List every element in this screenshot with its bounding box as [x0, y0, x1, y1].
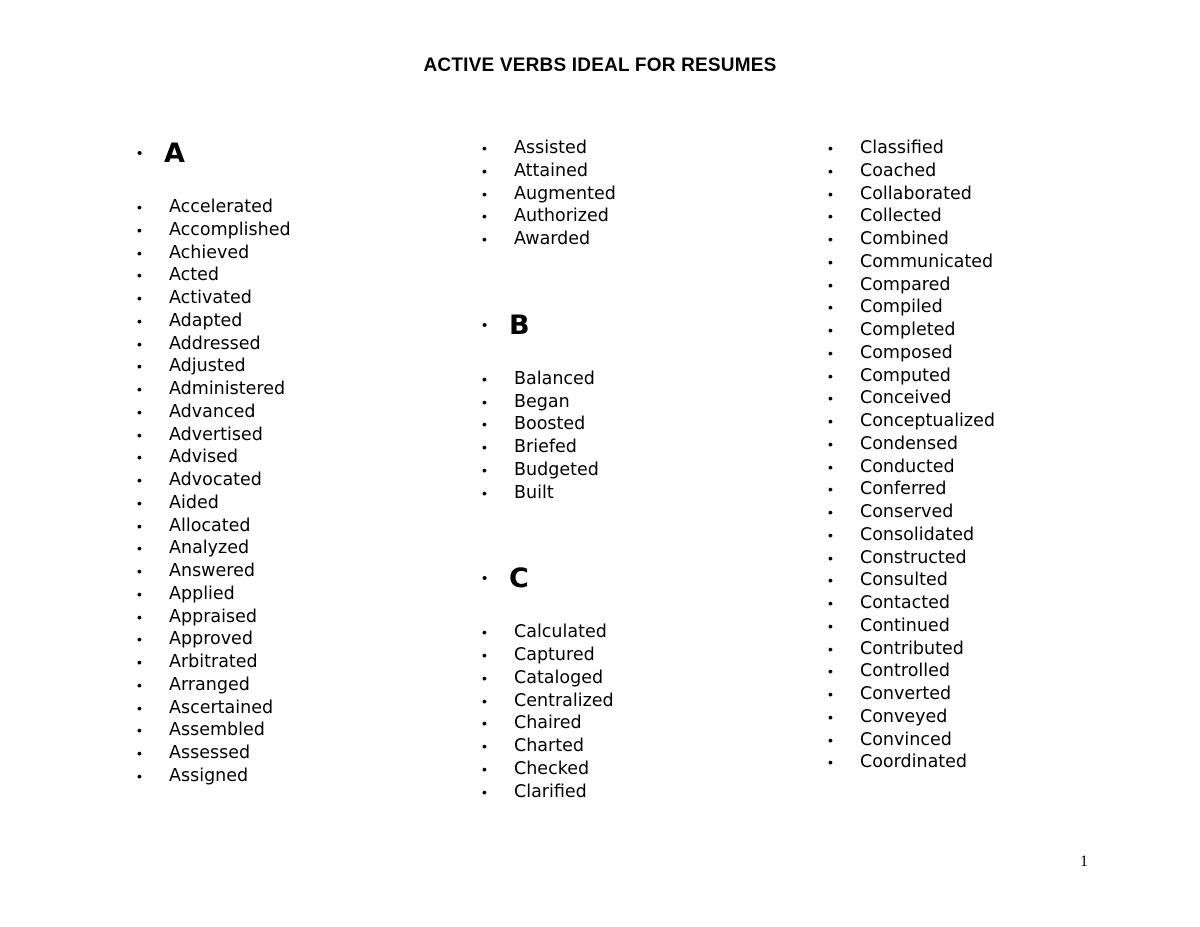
bullet: • [137, 312, 142, 329]
verb-text: Calculated [514, 622, 607, 643]
verb-text: Cataloged [514, 667, 604, 688]
bullet: • [137, 358, 142, 375]
bullet: • [482, 185, 487, 202]
bullet: • [137, 517, 142, 534]
bullet: • [482, 647, 487, 663]
verb-text: Checked [514, 758, 590, 779]
bullet: • [828, 253, 833, 270]
verb-text: Approved [169, 629, 253, 650]
bullet: • [828, 617, 833, 634]
bullet: • [137, 290, 142, 306]
bullet: • [828, 390, 833, 407]
bullet: • [137, 676, 142, 693]
verb-text: Condensed [860, 433, 958, 454]
verb-text: Composed [860, 342, 953, 363]
verb-text: Chaired [514, 713, 582, 734]
verb-text: Addressed [169, 333, 261, 354]
bullet: • [828, 663, 833, 680]
verb-text: Communicated [860, 251, 994, 272]
bullet: • [482, 760, 487, 777]
verb-text: Began [514, 391, 570, 412]
verb-text: Arbitrated [169, 652, 258, 672]
verb-text: Briefed [514, 437, 577, 457]
verb-text: Centralized [514, 690, 614, 711]
verb-text: Constructed [860, 547, 967, 568]
bullet: • [137, 221, 142, 238]
verb-text: Compared [860, 274, 951, 295]
section-letter: B [509, 309, 530, 341]
verb-text: Ascertained [169, 697, 274, 718]
verb-text: Advised [169, 447, 238, 468]
bullet: • [137, 426, 142, 443]
verb-text: Accelerated [169, 197, 273, 217]
bullet: • [137, 585, 142, 602]
verb-text: Consulted [860, 570, 948, 591]
verb-text: Advocated [169, 470, 262, 490]
verb-text: Conceived [860, 388, 952, 409]
bullet: • [828, 458, 833, 475]
bullet: • [482, 624, 487, 641]
bullet: • [137, 449, 142, 466]
page-title: ACTIVE VERBS IDEAL FOR RESUMES [423, 55, 777, 76]
verb-text: Consolidated [860, 524, 975, 545]
bullet: • [137, 608, 142, 625]
verb-text: Answered [169, 561, 255, 581]
bullet: • [828, 754, 833, 771]
bullet: • [482, 715, 487, 732]
bullet: • [828, 231, 833, 247]
verb-text: Awarded [514, 229, 591, 249]
bullet: • [828, 504, 833, 520]
verb-text: Conserved [860, 502, 954, 522]
section-letter: A [164, 138, 185, 169]
verb-text: Conceptualized [860, 411, 995, 431]
verb-text: Assembled [169, 720, 265, 741]
bullet: • [482, 416, 487, 433]
verb-text: Contributed [860, 638, 964, 659]
bullet: • [482, 738, 487, 754]
verb-text: Administered [169, 379, 286, 399]
page-number: 1 [1080, 853, 1088, 870]
verb-text: Classified [860, 138, 944, 158]
verb-text: Conferred [860, 479, 947, 500]
bullet: • [828, 640, 833, 657]
verb-text: Completed [860, 320, 956, 340]
verb-text: Accomplished [169, 219, 291, 240]
bullet: • [482, 162, 487, 179]
verb-text: Charted [514, 736, 584, 756]
verb-text: Aided [169, 492, 219, 513]
bullet: • [137, 767, 142, 784]
verb-text: Computed [860, 365, 951, 386]
verb-text: Balanced [514, 368, 595, 389]
bullet: • [482, 461, 487, 478]
verb-text: Activated [169, 288, 252, 308]
verb-text: Coached [860, 160, 937, 181]
bullet: • [482, 439, 487, 455]
verb-text: Coordinated [860, 752, 968, 773]
verb-text: Budgeted [514, 459, 599, 480]
verb-text: Achieved [169, 242, 250, 263]
bullet: • [137, 654, 142, 670]
bullet: • [828, 435, 833, 452]
verb-text: Adapted [169, 310, 243, 331]
verb-text: Conducted [860, 456, 955, 477]
verb-text: Allocated [169, 515, 251, 536]
bullet: • [137, 145, 143, 162]
bullet: • [482, 208, 487, 225]
bullet: • [137, 244, 142, 261]
verb-text: Clarified [514, 781, 587, 802]
verb-text: Advanced [169, 401, 256, 422]
verb-text: Continued [860, 615, 950, 636]
verb-text: Convinced [860, 729, 952, 750]
verb-text: Arranged [169, 674, 250, 695]
bullet: • [828, 708, 833, 725]
bullet: • [482, 231, 487, 247]
verb-text: Acted [169, 265, 220, 286]
bullet: • [137, 267, 142, 284]
verb-text: Assessed [169, 743, 251, 763]
bullet: • [828, 208, 833, 225]
bullet: • [137, 745, 142, 761]
bullet: • [482, 669, 487, 686]
bullet: • [828, 162, 833, 179]
verb-text: Boosted [514, 414, 586, 435]
bullet: • [828, 276, 833, 293]
verb-text: Controlled [860, 661, 950, 682]
verb-text: Appraised [169, 606, 257, 627]
bullet: • [828, 322, 833, 338]
bullet: • [828, 595, 833, 611]
verb-text: Captured [514, 645, 595, 665]
verb-text: Adjusted [169, 356, 246, 377]
verb-text: Applied [169, 583, 235, 604]
verb-text: Assigned [169, 765, 249, 786]
bullet: • [482, 570, 488, 588]
bullet: • [482, 393, 487, 410]
bullet: • [828, 549, 833, 566]
bullet: • [828, 481, 833, 498]
bullet: • [137, 335, 142, 352]
bullet: • [828, 572, 833, 589]
bullet: • [482, 316, 488, 334]
bullet: • [482, 370, 487, 387]
verb-text: Advertised [169, 424, 263, 445]
verb-text: Authorized [514, 206, 609, 227]
bullet: • [482, 484, 487, 501]
verb-text: Analyzed [169, 538, 250, 559]
verb-text: Assisted [514, 138, 587, 158]
verb-text: Collected [860, 206, 942, 227]
verb-text: Collaborated [860, 183, 972, 204]
verb-text: Converted [860, 684, 952, 704]
bullet: • [828, 185, 833, 202]
bullet: • [137, 722, 142, 739]
bullet: • [137, 631, 142, 648]
bullet: • [828, 299, 833, 316]
bullet: • [482, 140, 487, 156]
bullet: • [482, 692, 487, 709]
bullet: • [828, 140, 833, 156]
verb-text: Attained [514, 160, 588, 181]
bullet: • [137, 403, 142, 420]
bullet: • [828, 413, 833, 429]
bullet: • [828, 367, 833, 384]
bullet: • [137, 381, 142, 397]
verb-text: Contacted [860, 593, 950, 613]
verb-text: Combined [860, 229, 949, 249]
section-letter: C [509, 563, 529, 595]
bullet: • [828, 344, 833, 361]
bullet: • [137, 563, 142, 579]
bullet: • [482, 783, 487, 800]
bullet: • [137, 494, 142, 511]
verb-text: Conveyed [860, 706, 948, 727]
bullet: • [828, 731, 833, 748]
verb-text: Compiled [860, 297, 943, 318]
bullet: • [137, 540, 142, 557]
bullet: • [828, 686, 833, 702]
bullet: • [828, 526, 833, 543]
bullet: • [137, 199, 142, 215]
bullet: • [137, 472, 142, 488]
verb-text: Built [514, 482, 554, 503]
bullet: • [137, 699, 142, 716]
verb-text: Augmented [514, 183, 616, 204]
